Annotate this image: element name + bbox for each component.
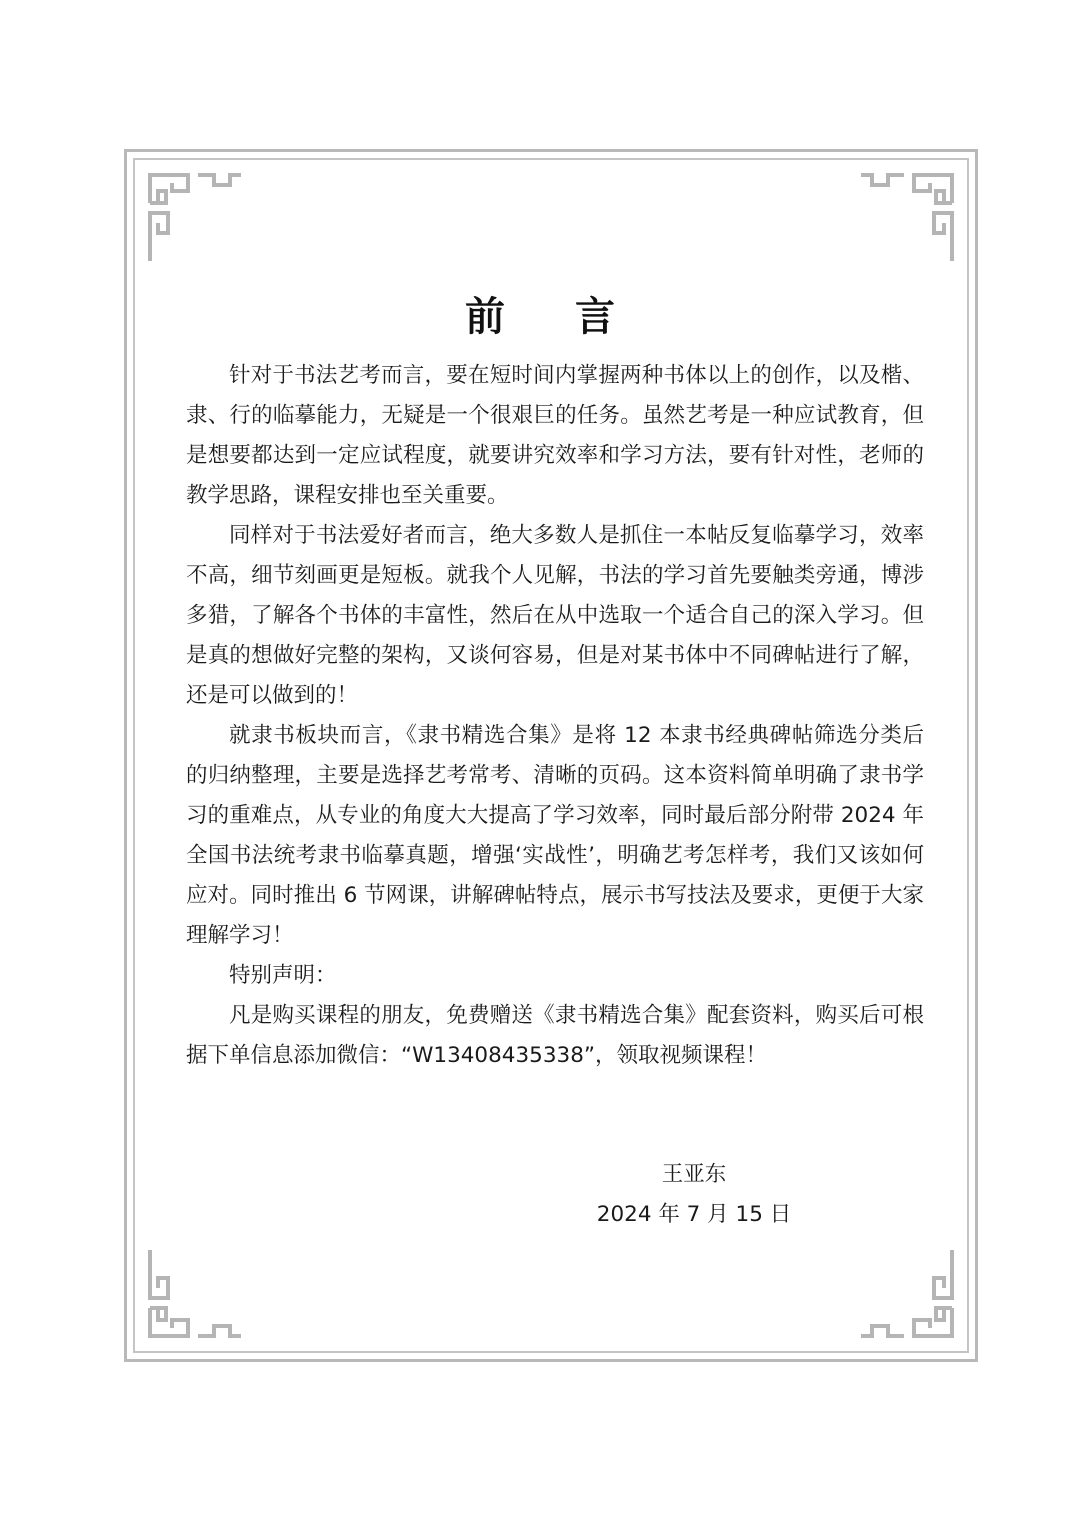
corner-ornament-top-right	[859, 163, 964, 273]
signature-block	[560, 1155, 828, 1235]
special-statement-heading: 特别声明：	[229, 963, 337, 988]
paragraph-2: 同样对于书法爱好者而言，绝大多数人是抓住一本帖反复临摹学习，效率不高，细节刻画更是短板。就我个人见解，书法的学习首先要触类旁通，博涉多猎，了解各个书体的丰富性，然后在从中选取一个适合自己的深入学习。但是真的想做好完整的架构，又谈何容易，但是对某书体中不同碑帖进行了解，还是可以做到的！	[186, 523, 924, 708]
corner-ornament-bottom-left	[138, 1238, 243, 1348]
author-name: 王亚东	[661, 1162, 727, 1187]
corner-ornament-top-left	[138, 163, 243, 273]
corner-ornament-bottom-right	[859, 1238, 964, 1348]
paragraph-1: 针对于书法艺考而言，要在短时间内掌握两种书体以上的创作，以及楷、隶、行的临摹能力，无疑是一个很艰巨的任务。虽然艺考是一种应试教育，但是想要都达到一定应试程度，就要讲究效率和学习方法，要有针对性，老师的教学思路，课程安排也至关重要。	[186, 363, 924, 508]
special-statement-text: 凡是购买课程的朋友，免费赠送《隶书精选合集》配套资料，购买后可根据下单信息添加微信：“W13408435338”，领取视频课程！	[186, 1003, 924, 1068]
signature-date: 2024 年 7 月 15 日	[596, 1202, 792, 1227]
page-title: 前 言	[465, 292, 643, 340]
paragraph-3: 就隶书板块而言，《隶书精选合集》是将 12 本隶书经典碑帖筛选分类后的归纳整理，主要是选择艺考常考、清晰的页码。这本资料简单明确了隶书学习的重难点，从专业的角度大大提高了学习效率，同时最后部分附带 2024 年全国书法统考隶书临摹真题，增强‘实战性’，明确艺考怎样考，我们又该如何应对。同时推出 6 节网课，讲解碑帖特点，展示书写技法及要求，更便于大家理解学习！	[186, 723, 924, 948]
preface-body	[186, 356, 924, 1076]
